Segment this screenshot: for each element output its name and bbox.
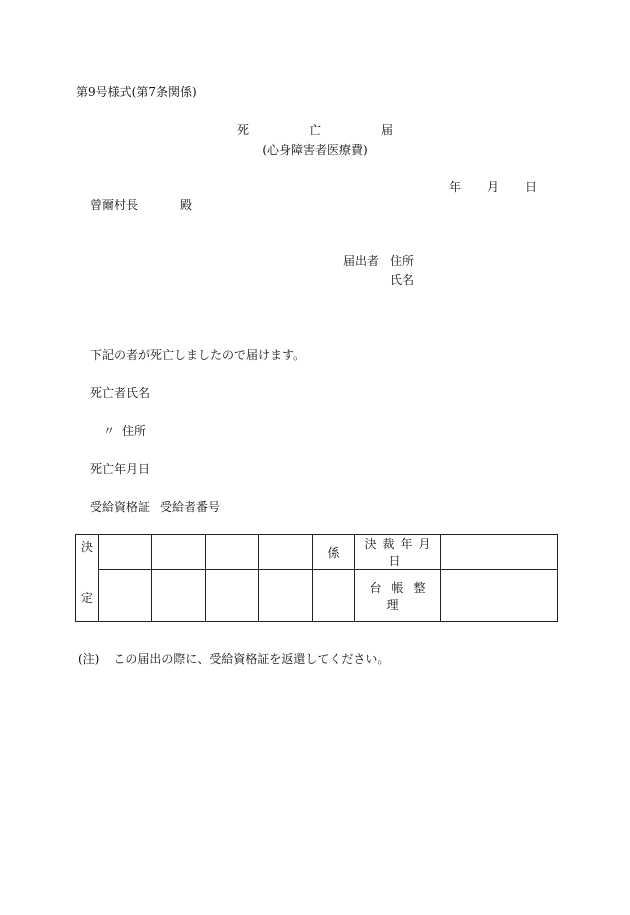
addressee-name: 曾爾村長	[90, 198, 139, 212]
stamp-cell[interactable]	[99, 570, 152, 622]
note-mark: (注)	[78, 652, 100, 666]
applicant-label: 届出者	[343, 254, 380, 268]
statement-text: 下記の者が死亡しましたので届けます。	[90, 348, 306, 362]
stamp-cell[interactable]	[259, 570, 313, 622]
clerk-header: 係	[313, 535, 355, 570]
decision-bottom-char: 定	[80, 591, 93, 605]
date-month-label: 月	[487, 180, 500, 194]
note-text: この届出の際に、受給資格証を返還してください。	[113, 652, 390, 666]
clerk-stamp-cell[interactable]	[313, 570, 355, 622]
deceased-name-label: 死亡者氏名	[90, 386, 151, 400]
deceased-address-label: 住所	[122, 424, 147, 438]
stamp-cell[interactable]	[152, 535, 206, 570]
document-subtitle: (心身障害者医療費)	[262, 143, 368, 157]
document-title: 死 亡 届	[236, 123, 417, 137]
date-day-label: 日	[525, 180, 538, 194]
date-year-label: 年	[449, 180, 462, 194]
date-line	[449, 180, 537, 194]
decision-cell	[76, 535, 99, 622]
decision-top-char: 決	[80, 540, 93, 554]
approval-table	[75, 534, 558, 622]
stamp-cell[interactable]	[206, 570, 259, 622]
stamp-cell[interactable]	[99, 535, 152, 570]
form-number: 第9号様式(第7条関係)	[76, 85, 197, 99]
stamp-cell[interactable]	[152, 570, 206, 622]
certificate-label: 受給資格証	[90, 500, 151, 514]
addressee-honorific: 殿	[180, 198, 193, 212]
ditto-mark: 〃	[103, 424, 116, 438]
stamp-cell[interactable]	[259, 535, 313, 570]
decision-date-value[interactable]	[441, 535, 558, 570]
note	[78, 652, 389, 666]
ledger-header: 台帳整理	[355, 570, 441, 622]
decision-date-header: 決裁年月日	[355, 535, 441, 570]
addressee	[90, 198, 192, 212]
death-date-label: 死亡年月日	[90, 462, 151, 476]
stamp-cell[interactable]	[206, 535, 259, 570]
applicant-address-label: 住所	[390, 254, 415, 268]
recipient-number-label: 受給者番号	[160, 500, 221, 514]
ledger-value[interactable]	[441, 570, 558, 622]
applicant-name-label: 氏名	[390, 273, 415, 287]
